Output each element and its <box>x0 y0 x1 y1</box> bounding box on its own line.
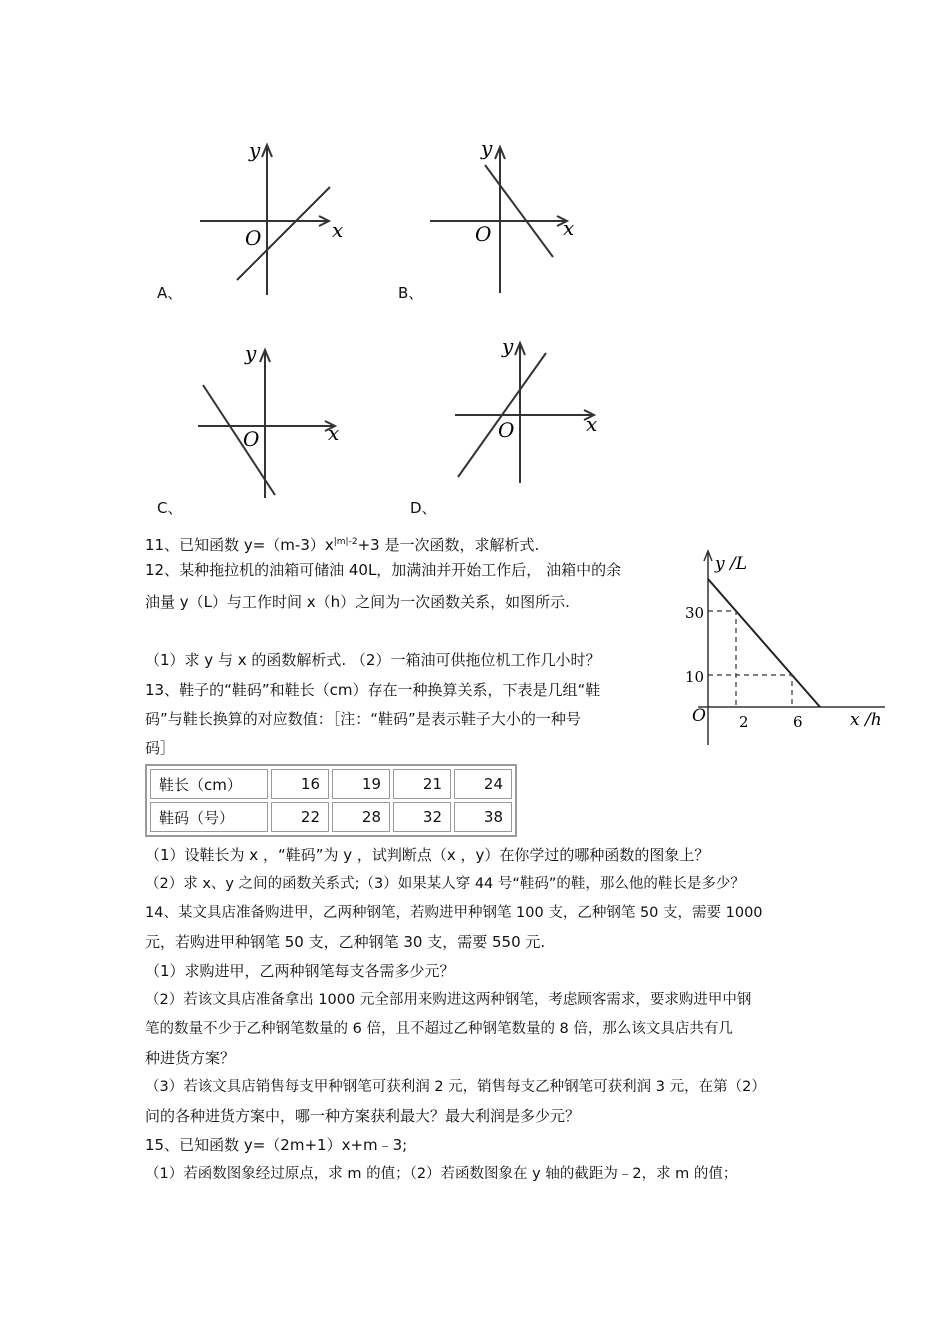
origin-label: O <box>243 427 260 451</box>
axis-y-label: y <box>249 138 261 162</box>
q15-line2: （1）若函数图象经过原点，求 m 的值；（2）若函数图象在 y 轴的截距为﹣2，求 m 的值； <box>145 1166 738 1182</box>
q12-line2: 油量 y（L）与工作时间 x（h）之间为一次函数关系，如图所示. <box>145 593 570 611</box>
origin-label: O <box>245 226 262 250</box>
axis-x-label: x <box>332 218 344 242</box>
option-a-graph <box>195 135 355 300</box>
chart-tick-y-30: 30 <box>685 604 705 622</box>
fuel-chart <box>680 545 905 750</box>
q12-line1: 12、某种拖拉机的油箱可储油 40L，加满油并开始工作后， 油箱中的余 <box>145 561 622 579</box>
axis-x-label: x <box>563 216 575 240</box>
q14-line1: 14、某文具店准备购进甲，乙两种钢笔，若购进甲种钢笔 100 支，乙种钢笔 50 支，需要 1000 <box>145 905 763 921</box>
guide-line-0 <box>708 611 736 707</box>
table-cell: 22 <box>271 802 329 832</box>
chart-x-label: x /h <box>850 710 882 730</box>
axis-y-label: y <box>502 335 514 358</box>
option-d-graph <box>450 335 610 500</box>
q14-line4: （2）若该文具店准备拿出 1000 元全部用来购进这两种钢笔，考虑顾客需求，要求购进甲中钢 <box>145 992 752 1008</box>
option-b-label: B、 <box>398 284 424 302</box>
table-cell: 24 <box>454 769 512 799</box>
axis-y-label: y <box>481 136 493 160</box>
option-d-label: D、 <box>410 499 437 517</box>
table-cell: 19 <box>332 769 390 799</box>
q14-line5: 笔的数量不少于乙种钢笔数量的 6 倍，且不超过乙种钢笔数量的 8 倍，那么该文具店共有几 <box>145 1021 733 1037</box>
table-row <box>150 769 512 799</box>
option-c-label: C、 <box>157 499 183 517</box>
q14-line3: （1）求购进甲，乙两种钢笔每支各需多少元？ <box>145 962 455 980</box>
chart-tick-x-2: 2 <box>739 713 749 731</box>
q13-line2: 码”与鞋长换算的对应数值：［注：“鞋码”是表示鞋子大小的一种号 <box>145 710 581 728</box>
table-cell: 28 <box>332 802 390 832</box>
q15-line1: 15、已知函数 y=（2m+1）x+m﹣3; <box>145 1136 408 1154</box>
table-cell: 32 <box>393 802 451 832</box>
q12-line3: （1）求 y 与 x 的函数解析式. （2）一箱油可供拖位机工作几小时？ <box>145 651 601 669</box>
q14-line8: 问的各种进货方案中，哪一种方案获利最大？最大利润是多少元？ <box>145 1107 581 1125</box>
option-c-graph <box>195 340 355 505</box>
option-b-graph <box>425 135 585 300</box>
origin-label: O <box>498 418 515 442</box>
chart-tick-x-6: 6 <box>793 713 803 731</box>
q11-text-after: +3 是一次函数，求解析式. <box>357 536 540 554</box>
q13-line3: 码］ <box>145 739 176 757</box>
table-row <box>150 802 512 832</box>
table-row-head: 鞋码（号） <box>150 802 268 832</box>
q11-superscript: |m|-2 <box>333 537 358 547</box>
table-row-head: 鞋长（cm） <box>150 769 268 799</box>
q14-line2: 元，若购进甲种钢笔 50 支，乙种钢笔 30 支，需要 550 元. <box>145 933 546 951</box>
axis-y-label: y <box>245 341 257 365</box>
table-cell: 16 <box>271 769 329 799</box>
origin-label: O <box>475 222 492 246</box>
axis-x-label: x <box>586 412 598 436</box>
chart-origin: O <box>692 706 706 726</box>
series-line-fuel <box>708 579 820 707</box>
q14-line6: 种进货方案？ <box>145 1049 236 1067</box>
chart-y-label: y /L <box>715 554 748 574</box>
option-a-label: A、 <box>157 284 183 302</box>
q13-line4: （1）设鞋长为 x ，“鞋码”为 y ，试判断点（x ，y）在你学过的哪种函数的图象上？ <box>145 846 710 864</box>
table-cell: 38 <box>454 802 512 832</box>
chart-tick-y-10: 10 <box>685 668 705 686</box>
guide-line-1 <box>708 675 792 707</box>
q13-line1: 13、鞋子的“鞋码”和鞋长（cm）存在一种换算关系，下表是几组“鞋 <box>145 681 601 699</box>
table-cell: 21 <box>393 769 451 799</box>
q11-text-before: 11、已知函数 y=（m-3）x <box>145 536 334 554</box>
q13-line5: （2）求 x、y 之间的函数关系式;（3）如果某人穿 44 号“鞋码”的鞋，那么他的鞋长是多少？ <box>145 876 745 892</box>
shoe-size-table <box>145 764 517 837</box>
q11-text <box>145 532 539 555</box>
q14-line7: （3）若该文具店销售每支甲种钢笔可获利润 2 元，销售每支乙种钢笔可获利润 3 元，在第（2） <box>145 1079 766 1095</box>
axis-x-label: x <box>328 421 340 445</box>
